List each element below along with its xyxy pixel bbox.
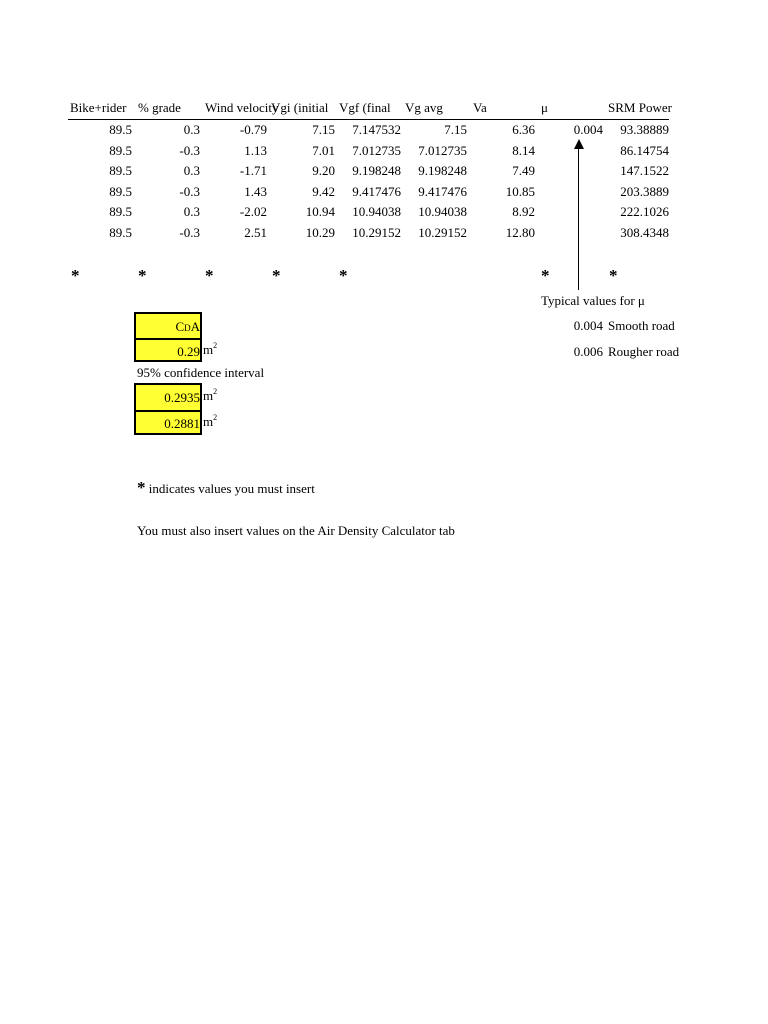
input-marker-star: * (138, 266, 147, 285)
cell-mass[interactable]: 89.5 (109, 225, 132, 240)
cell-vgi[interactable]: 7.01 (312, 143, 335, 158)
cda-unit: $m^2$ (203, 340, 218, 357)
cell-va[interactable]: 12.80 (505, 225, 535, 240)
cell-vg-avg[interactable]: 7.012735 (418, 143, 467, 158)
cell-vgf[interactable]: 7.012735 (352, 143, 401, 158)
cell-va[interactable]: 8.92 (512, 204, 535, 219)
cda-label: CDA (175, 319, 200, 334)
input-marker-star: * (272, 266, 281, 285)
cell-mu[interactable]: 0.004 (573, 122, 603, 137)
star-note-text: indicates values you must insert (145, 481, 315, 496)
typical-mu-value[interactable]: 0.004 (573, 318, 603, 333)
cell-grade[interactable]: 0.3 (183, 122, 200, 137)
cell-srm-power[interactable]: 222.1026 (620, 204, 669, 219)
cell-mass[interactable]: 89.5 (109, 122, 132, 137)
confidence-lower-value[interactable]: 0.2881 (164, 416, 200, 431)
cell-grade[interactable]: -0.3 (179, 143, 200, 158)
mu-arrow-shaft (578, 146, 579, 290)
cell-vgi[interactable]: 7.15 (312, 122, 335, 137)
input-marker-star: * (339, 266, 348, 285)
header-bike-rider[interactable]: Bike+rider (70, 100, 127, 115)
input-marker-star: * (541, 266, 550, 285)
cell-wind[interactable]: -2.02 (239, 204, 267, 219)
input-marker-star: * (609, 266, 618, 285)
cell-vgi[interactable]: 9.20 (312, 163, 335, 178)
header-vg-avg[interactable]: Vg avg (405, 100, 443, 115)
header-wind-velocity[interactable]: Wind velocity (205, 100, 279, 115)
confidence-upper-unit: $m^2$ (203, 386, 218, 403)
header-mu[interactable]: μ (541, 100, 548, 115)
cell-grade[interactable]: -0.3 (179, 184, 200, 199)
cell-srm-power[interactable]: 308.4348 (620, 225, 669, 240)
cell-vgf[interactable]: 10.94038 (352, 204, 401, 219)
cell-vg-avg[interactable]: 9.198248 (418, 163, 467, 178)
cell-wind[interactable]: -0.79 (239, 122, 267, 137)
confidence-upper-value[interactable]: 0.2935 (164, 390, 200, 405)
header-srm-power[interactable]: SRM Power (608, 100, 672, 115)
cell-grade[interactable]: 0.3 (183, 163, 200, 178)
cell-vg-avg[interactable]: 10.94038 (418, 204, 467, 219)
cell-srm-power[interactable]: 93.38889 (620, 122, 669, 137)
cell-mass[interactable]: 89.5 (109, 184, 132, 199)
confidence-box-divider (136, 410, 200, 412)
cell-va[interactable]: 6.36 (512, 122, 535, 137)
confidence-interval-label: 95% confidence interval (137, 365, 265, 380)
cell-vgi[interactable]: 10.29 (305, 225, 335, 240)
star-note (137, 478, 537, 500)
cell-wind[interactable]: 1.13 (244, 143, 267, 158)
cell-vg-avg[interactable]: 10.29152 (418, 225, 467, 240)
cda-box-divider (136, 338, 200, 340)
input-marker-star: * (71, 266, 80, 285)
cell-va[interactable]: 8.14 (512, 143, 535, 158)
cell-vgf[interactable]: 9.417476 (352, 184, 401, 199)
cell-wind[interactable]: 2.51 (244, 225, 267, 240)
cell-vgf[interactable]: 7.147532 (352, 122, 401, 137)
header-vgf[interactable]: Vgf (final (339, 100, 391, 115)
cell-srm-power[interactable]: 203.3889 (620, 184, 669, 199)
header-va[interactable]: Va (473, 100, 487, 115)
typical-mu-label: Rougher road (608, 344, 680, 359)
cell-grade[interactable]: 0.3 (183, 204, 200, 219)
cell-grade[interactable]: -0.3 (179, 225, 200, 240)
cell-mass[interactable]: 89.5 (109, 143, 132, 158)
cell-mass[interactable]: 89.5 (109, 163, 132, 178)
cell-srm-power[interactable]: 86.14754 (620, 143, 669, 158)
input-marker-star: * (205, 266, 214, 285)
confidence-lower-unit: $m^2$ (203, 412, 218, 429)
typical-mu-title: Typical values for μ (541, 293, 645, 308)
cell-va[interactable]: 7.49 (512, 163, 535, 178)
cell-vgi[interactable]: 9.42 (312, 184, 335, 199)
cell-vg-avg[interactable]: 7.15 (444, 122, 467, 137)
cell-va[interactable]: 10.85 (505, 184, 535, 199)
cell-vgf[interactable]: 9.198248 (352, 163, 401, 178)
cell-srm-power[interactable]: 147.1522 (620, 163, 669, 178)
header-grade[interactable]: % grade (138, 100, 181, 115)
cell-mass[interactable]: 89.5 (109, 204, 132, 219)
cell-wind[interactable]: -1.71 (239, 163, 267, 178)
air-density-note: You must also insert values on the Air Density Calculator tab (137, 523, 455, 538)
cell-vg-avg[interactable]: 9.417476 (418, 184, 467, 199)
cda-result-box (134, 312, 202, 362)
cell-vgf[interactable]: 10.29152 (352, 225, 401, 240)
header-vgi[interactable]: Vgi (initial (271, 100, 329, 115)
star-note-symbol: * (137, 478, 146, 497)
confidence-interval-box (134, 383, 202, 435)
cell-vgi[interactable]: 10.94 (305, 204, 335, 219)
cda-value[interactable]: 0.29 (177, 344, 200, 359)
typical-mu-label: Smooth road (608, 318, 675, 333)
cell-wind[interactable]: 1.43 (244, 184, 267, 199)
up-arrow-icon (574, 139, 584, 149)
typical-mu-value[interactable]: 0.006 (573, 344, 603, 359)
